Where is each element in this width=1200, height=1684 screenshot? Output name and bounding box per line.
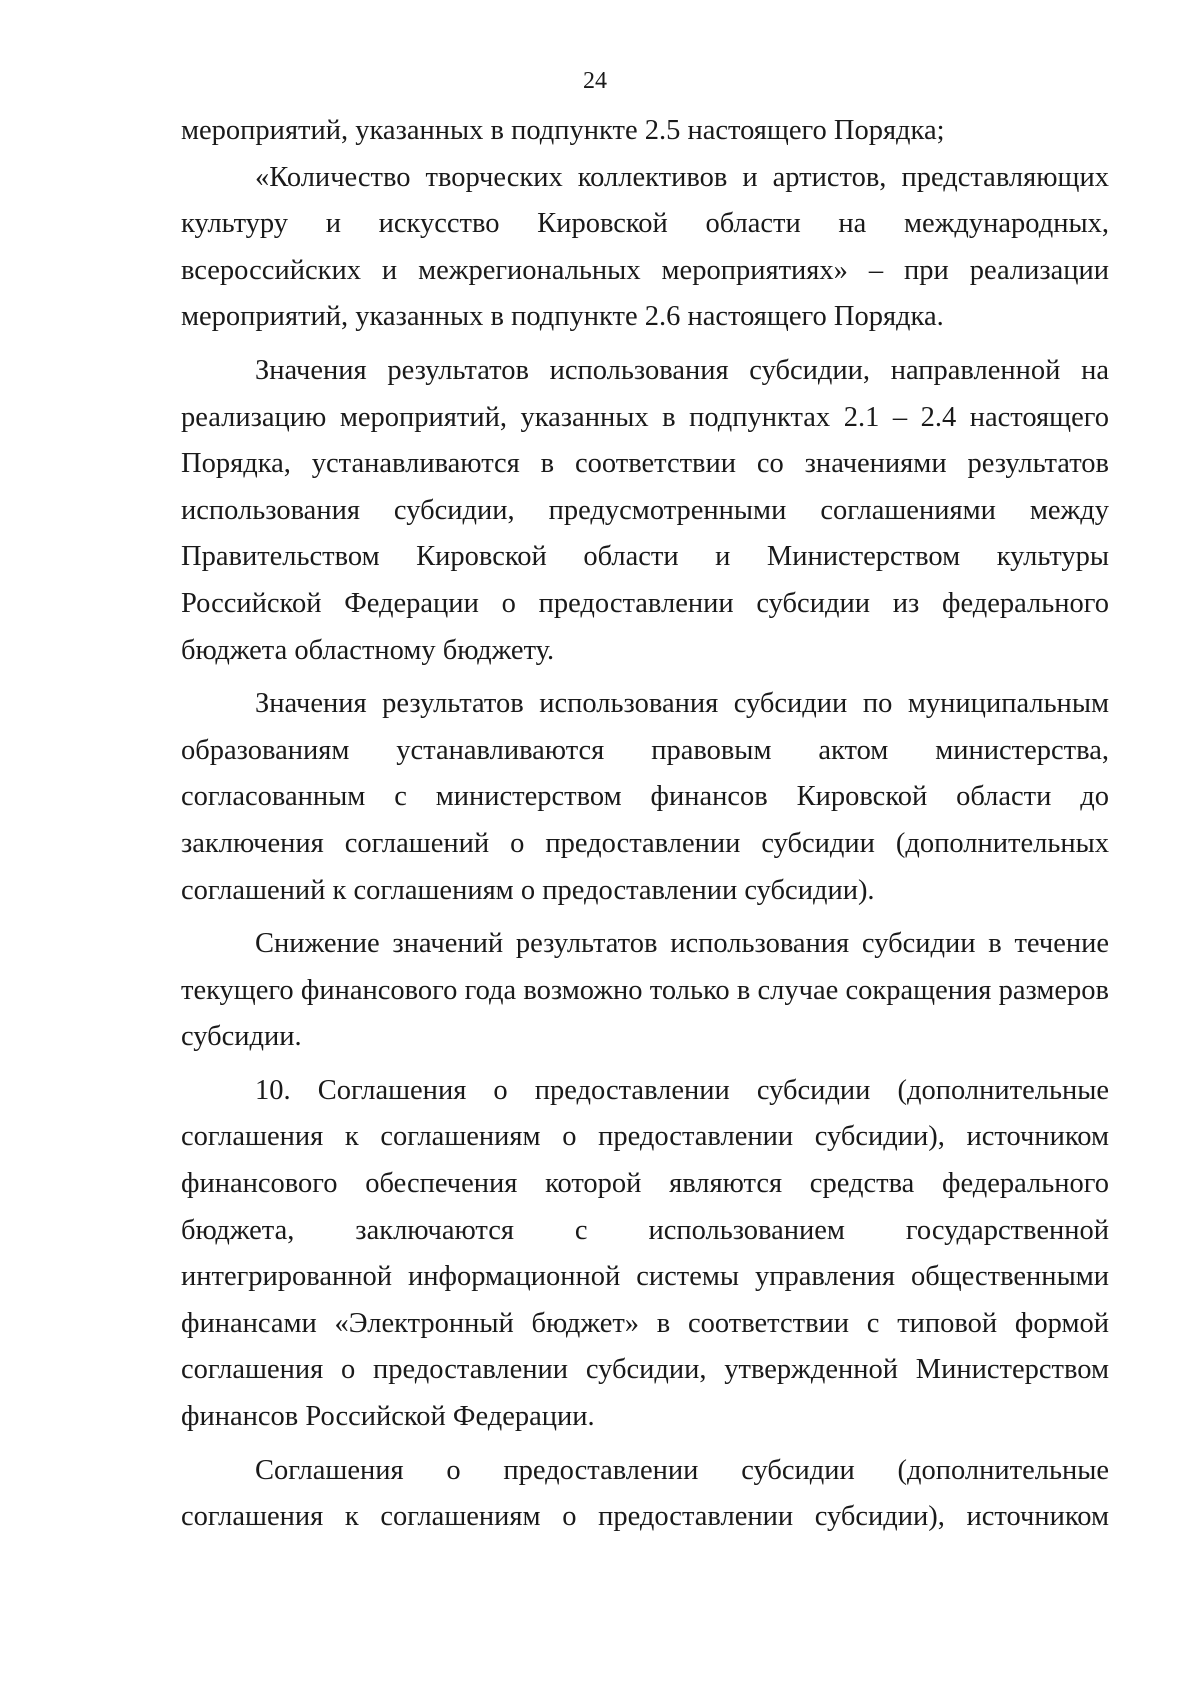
paragraph-result-values-reduction: Снижение значений результатов использования субсидии в течение текущего финансового года возможно только в случае сокращения размеров субсидии. xyxy=(181,928,1109,1053)
paragraph-result-values-federal: Значения результатов использования субсидии, направленной на реализацию мероприятий, указанных в подпунктах 2.1 – 2.4 настоящего Порядка, устанавливаются в соответствии со значениями результатов использования субсидии, предусмотренными соглашениями между Правительством Кировской области и Министерством культуры Российской Федерации о предоставлении субсидии из федерального бюджета областному бюджету. xyxy=(181,354,1109,666)
document-body xyxy=(181,108,1109,1541)
page-number: 24 xyxy=(583,68,607,94)
paragraph-continuation: мероприятий, указанных в подпункте 2.5 настоящего Порядка; xyxy=(181,115,945,146)
paragraph-agreements-continued: Соглашения о предоставлении субсидии (дополнительные соглашения к соглашениям о предоставлении субсидии), источником xyxy=(181,1454,1109,1533)
paragraph-result-values-municipal: Значения результатов использования субсидии по муниципальным образованиям устанавливаются правовым актом министерства, согласованным с министерством финансов Кировской области до заключения соглашений о предоставлении субсидии (дополнительных соглашений к соглашениям о предоставлении субсидии). xyxy=(181,688,1109,906)
paragraph-clause-10: 10. Соглашения о предоставлении субсидии (дополнительные соглашения к соглашениям о предоставлении субсидии), источником финансового обеспечения которой являются средства федерального бюджета, заключаются с использованием государственной интегрированной информационной системы управления общественными финансами «Электронный бюджет» в соответствии с типовой формой соглашения о предоставлении субсидии, утвержденной Министерством финансов Российской Федерации. xyxy=(181,1074,1109,1433)
paragraph-indicator-creative-groups: «Количество творческих коллективов и артистов, представляющих культуру и искусство Кировской области на международных, всероссийских и межрегиональных мероприятиях» – при реализации мероприятий, указанных в подпункте 2.6 настоящего Порядка. xyxy=(181,161,1109,333)
